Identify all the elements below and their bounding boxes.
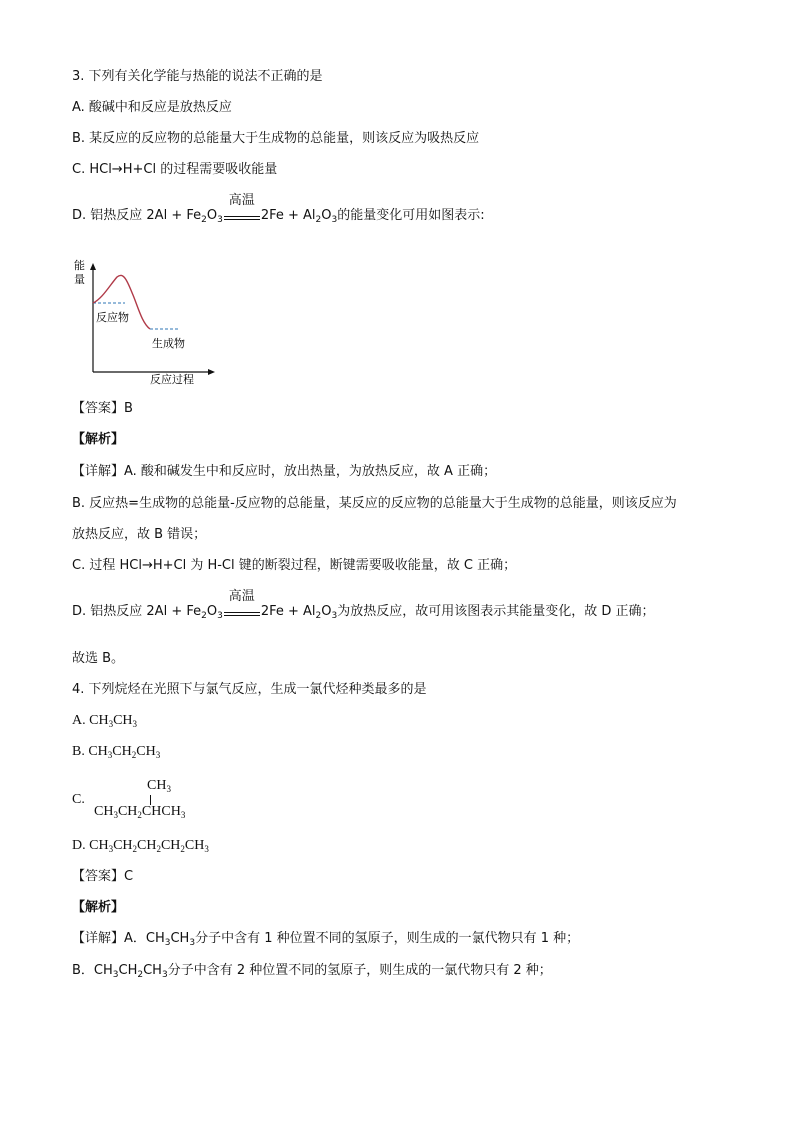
question-4-detail-b: B．$CH_3CH_2CH_3$分子中含有 2 种位置不同的氢原子，则生成的一氯代物只有 2 种； [72, 963, 552, 980]
question-3-option-a: A. 酸碱中和反应是放热反应 [72, 100, 232, 115]
option-d-prefix: D. 铝热反应 2Al + Fe [72, 208, 202, 223]
question-3-answer: 【答案】B [72, 401, 133, 416]
y-axis-arrow [90, 263, 96, 270]
question-3-option-d: D. 铝热反应 $2Al + Fe_2O_3$ 高温 $2Fe + Al_2O_3$的能量变化可用如图表示: [72, 193, 485, 225]
question-4-detail-a: 【详解】A．$CH_3CH_3$分子中含有 1 种位置不同的氢原子，则生成的一氯代物只有 1 种； [72, 931, 580, 948]
option-c-chain: $CH_3CH_2CHCH_3$ [94, 804, 186, 820]
question-4-option-d: D. $CH_3CH_2CH_2CH_2CH_3$ [72, 838, 209, 854]
y-axis-label-1: 能 [74, 259, 85, 272]
question-3-detail-b-line1: B. 反应热=生成物的总能量-反应物的总能量，某反应的反应物的总能量大于生成物的总能量，则该反应为 [72, 496, 677, 511]
question-3-detail-c: C. 过程 HCl→H+Cl 为 H-Cl 键的断裂过程，断键需要吸收能量，故 C 正确； [72, 558, 517, 573]
question-4-stem: 4. 下列烷烃在光照下与氯气反应，生成一氯代烃种类最多的是 [72, 682, 427, 697]
x-axis-arrow [208, 369, 215, 375]
product-label: 生成物 [152, 337, 185, 350]
x-axis-label: 反应过程 [150, 373, 194, 386]
question-3-detail-a: 【详解】A. 酸和碱发生中和反应时，放出热量，为放热反应，故 A 正确； [72, 464, 497, 479]
reaction-condition: 高温 [224, 207, 260, 225]
energy-diagram [70, 255, 220, 390]
question-3-stem: 3. 下列有关化学能与热能的说法不正确的是 [72, 69, 323, 84]
question-4-option-a: A. $CH_3CH_3$ [72, 713, 138, 729]
question-4-answer: 【答案】C [72, 869, 134, 884]
question-3-conclusion: 故选 B。 [72, 651, 125, 666]
question-3-detail-b-line2: 放热反应，故 B 错误； [72, 527, 207, 542]
question-3-option-c: C. HCl→H+Cl 的过程需要吸收能量 [72, 162, 278, 177]
option-c-label: C. [72, 792, 85, 807]
reaction-condition-detail: 高温 [224, 603, 260, 621]
y-axis-label-2: 量 [74, 273, 85, 286]
question-4-option-c [72, 778, 272, 828]
question-4-analysis-heading: 【解析】 [72, 900, 125, 915]
question-4-option-b: B. $CH_3CH_2CH_3$ [72, 744, 161, 760]
question-3-detail-d: D. 铝热反应 $2Al + Fe_2O_3$ 高温 $2Fe + Al_2O_3$为放热反应，故可用该图表示其能量变化，故 D 正确； [72, 589, 655, 621]
reactant-label: 反应物 [96, 311, 129, 324]
question-3-analysis-heading: 【解析】 [72, 432, 125, 447]
option-c-branch: $CH_3$ [147, 778, 171, 794]
question-3-option-b: B. 某反应的反应物的总能量大于生成物的总能量，则该反应为吸热反应 [72, 131, 480, 146]
